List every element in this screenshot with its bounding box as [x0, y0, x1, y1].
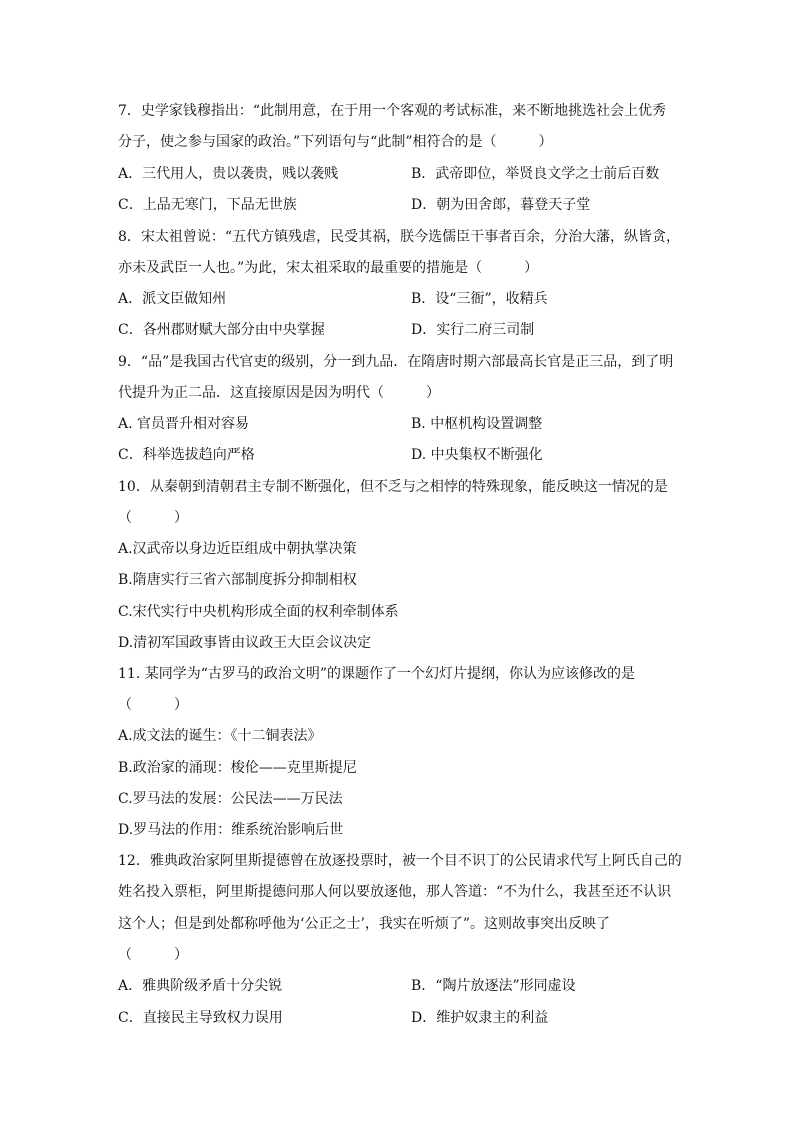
q8-option-d[interactable]: D．实行二府三司制	[411, 322, 535, 338]
q10-option-a[interactable]: A.汉武帝以身边近臣组成中朝执掌决策	[118, 541, 357, 557]
q10-option-d[interactable]: D.清初军国政事皆由议政王大臣会议决定	[118, 635, 372, 651]
q12-options-row-2	[118, 1008, 688, 1028]
q12-stem-line-1: 12．雅典政治家阿里斯提德曾在放逐投票时，被一个目不识丁的公民请求代写上阿氏自己的	[118, 853, 682, 869]
q8-stem-line-1: 8．宋太祖曾说：“五代方镇残虐，民受其祸，朕今选儒臣干事者百余，分治大藩，纵皆贪，	[118, 229, 681, 245]
q8-option-b[interactable]: B．设“三衙”，收精兵	[411, 291, 548, 307]
q8-option-a[interactable]: A．派文臣做知州	[118, 291, 227, 307]
q12-stem-line-2: 姓名投入票柜，阿里斯提德问那人何以要放逐他，那人答道：“不为什么，我甚至还不认识	[118, 884, 672, 900]
q7-option-b[interactable]: B．武帝即位，举贤良文学之士前后百数	[411, 166, 660, 182]
q10-stem-line-1: 10．从秦朝到清朝君主专制不断强化，但不乏与之相悖的特殊现象，能反映这一情况的是	[118, 479, 668, 495]
q12-option-d[interactable]: D．维护奴隶主的利益	[411, 1010, 549, 1026]
q7-options-row-2	[118, 195, 688, 215]
q11-option-b[interactable]: B.政治家的涌现：梭伦——克里斯提尼	[118, 760, 357, 776]
q12-option-c[interactable]: C．直接民主导致权力误用	[118, 1010, 283, 1026]
q8-options-row-1	[118, 289, 688, 309]
q10-stem-line-2: （ ）	[118, 510, 188, 526]
q9-option-c[interactable]: C．科举选拔趋向严格	[118, 447, 255, 463]
q11-stem-line-1: 11. 某同学为“古罗马的政治文明”的课题作了一个幻灯片提纲，你认为应该修改的是	[118, 666, 636, 682]
q7-stem-line-2: 分子，使之参与国家的政治。”下列语句与“此制”相符合的是（ ）	[118, 134, 553, 150]
q11-option-d[interactable]: D.罗马法的作用：维系统治影响后世	[118, 822, 344, 838]
q12-option-b[interactable]: B．“陶片放逐法”形同虚设	[411, 978, 576, 994]
q10-option-b[interactable]: B.隋唐实行三省六部制度拆分抑制相权	[118, 572, 357, 588]
q7-option-c[interactable]: C．上品无寒门，下品无世族	[118, 197, 297, 213]
q8-option-c[interactable]: C．各州郡财赋大部分由中央掌握	[118, 322, 325, 338]
q8-options-row-2	[118, 320, 688, 340]
q9-stem-line-1: 9．“品”是我国古代官吏的级别，分一到九品．在隋唐时期六部最高长官是正三品，到了明	[118, 354, 674, 370]
q10-option-c[interactable]: C.宋代实行中央机构形成全面的权利牵制体系	[118, 604, 399, 620]
q8-stem-line-2: 亦未及武臣一人也。”为此，宋太祖采取的最重要的措施是（ ）	[118, 260, 539, 276]
q7-option-a[interactable]: A．三代用人，贵以袭贵，贱以袭贱	[118, 166, 339, 182]
q9-options-row-1	[118, 414, 688, 434]
q12-stem-line-4: （ ）	[118, 947, 188, 963]
q11-stem-line-2: （ ）	[118, 697, 188, 713]
q12-stem-line-3: 这个人；但是到处都称呼他为‘公正之士’，我实在听烦了”。这则故事突出反映了	[118, 916, 611, 932]
q9-option-b[interactable]: B. 中枢机构设置调整	[411, 416, 543, 432]
q12-option-a[interactable]: A．雅典阶级矛盾十分尖锐	[118, 978, 283, 994]
q9-option-d[interactable]: D. 中央集权不断强化	[411, 447, 543, 463]
q9-option-a[interactable]: A. 官员晋升相对容易	[118, 416, 250, 432]
q9-stem-line-2: 代提升为正二品．这直接原因是因为明代（ ）	[118, 385, 440, 401]
q11-option-c[interactable]: C.罗马法的发展：公民法——万民法	[118, 791, 343, 807]
q7-option-d[interactable]: D．朝为田舍郎，暮登天子堂	[411, 197, 591, 213]
q7-stem-line-1: 7．史学家钱穆指出：“此制用意，在于用一个客观的考试标准，来不断地挑选社会上优秀	[118, 103, 667, 119]
q12-options-row-1	[118, 976, 688, 996]
q11-option-a[interactable]: A.成文法的诞生：《十二铜表法》	[118, 728, 322, 744]
q9-options-row-2	[118, 445, 688, 465]
q7-options-row-1	[118, 164, 688, 184]
